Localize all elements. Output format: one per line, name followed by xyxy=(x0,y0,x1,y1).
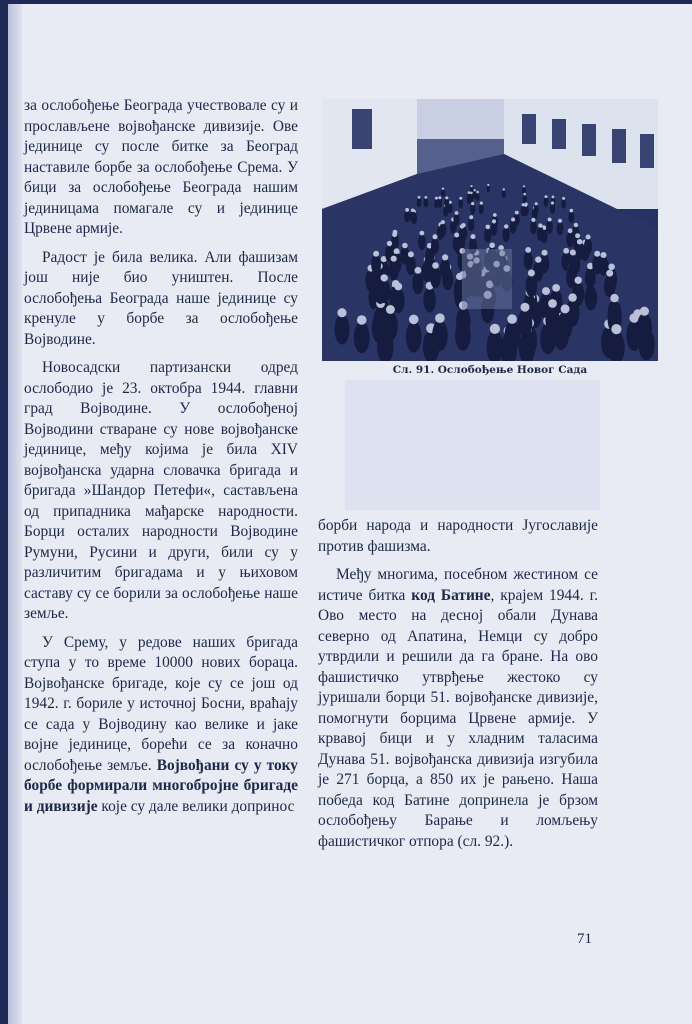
crowd-figure xyxy=(383,311,398,341)
crowd-head xyxy=(575,277,582,284)
crowd-figure xyxy=(518,309,533,338)
crowd-head xyxy=(562,197,565,200)
crowd-head xyxy=(469,215,473,219)
crowd-figure xyxy=(406,321,422,352)
crowd-head xyxy=(561,304,570,313)
crowd-head xyxy=(507,314,517,324)
crowd-figure xyxy=(424,198,429,207)
crowd-head xyxy=(515,211,519,215)
crowd-head xyxy=(435,197,438,200)
crowd-head xyxy=(408,251,414,257)
crowd-figure xyxy=(568,254,578,273)
crowd-figure xyxy=(458,199,463,209)
crowd-head xyxy=(503,188,505,190)
crowd-head xyxy=(480,202,483,205)
text-run: Новосадски партизански одред ослободио је 23. октобра 1944. главни град Војводине. У ослобођеној Војводини стваране су нове војвођанске јединице, међу којима је била XIV војвођанска ударна словачка бригада и бригада »Шандор Петефи«, састављена од припадника мађарске народности. Борци осталих народности Војводине Румуни, Русини и други, били су у различитим бригадама и у њиховом саставу су се борили за ослобођење наше земље. xyxy=(24,359,298,622)
liberation-photo xyxy=(322,99,658,361)
crowd-figure xyxy=(561,199,566,209)
crowd-figure xyxy=(504,321,520,352)
crowd-head xyxy=(577,239,582,244)
crowd-head xyxy=(586,235,591,240)
crowd-head xyxy=(558,219,562,223)
crowd-figure xyxy=(432,320,448,351)
crowd-head xyxy=(570,250,576,256)
crowd-head xyxy=(490,324,500,334)
crowd-head xyxy=(486,225,491,230)
crowd-head xyxy=(357,315,367,325)
crowd-figure xyxy=(585,286,598,311)
crowd-figure xyxy=(546,220,553,233)
crowd-figure xyxy=(479,204,484,214)
crowd-head xyxy=(409,315,419,325)
crowd-figure xyxy=(557,222,564,236)
crowd-head xyxy=(570,209,574,213)
crowd-head xyxy=(493,213,497,217)
crowd-head xyxy=(601,252,607,258)
crowd-figure xyxy=(412,272,423,295)
crowd-figure xyxy=(410,211,416,223)
crowd-head xyxy=(373,251,379,257)
crowd-figure xyxy=(335,314,350,344)
text-run: , крајем 1944. г. Ово место на десној обали Дунава северно од Апатина, Немци су добро утврдили и решили да га бране. На ово фашистичко утврђење жестоко су јуришали борци 51. војвођанске дивизије, помогнути борцима Црвене армије. У крвавој бици и у хладним таласима Дунава 51. војвођанска дивизија изгубила је 271 борца, а 850 их је рањено. Наша победа код Батине допринела је брзом ослобођењу Барање и ломљењу фашистичког отпора (сл. 92.). xyxy=(318,586,598,850)
right-text-column xyxy=(318,516,598,852)
crowd-figure xyxy=(354,322,370,354)
crowd-head xyxy=(608,264,615,271)
crowd-figure xyxy=(389,260,399,280)
crowd-head xyxy=(528,270,535,277)
crowd-head xyxy=(574,223,578,227)
crowd-figure xyxy=(545,305,559,334)
crowd-head xyxy=(542,287,550,295)
crowd-figure xyxy=(503,227,510,242)
crowd-figure xyxy=(487,185,491,192)
crowd-head xyxy=(551,201,554,204)
crowd-figure xyxy=(444,198,449,208)
crowd-head xyxy=(594,251,600,257)
crowd-head xyxy=(568,293,576,301)
crowd-head xyxy=(492,219,496,223)
crowd-figure xyxy=(484,228,491,243)
crowd-figure xyxy=(456,307,470,336)
figure-caption: Сл. 91. Ослобођење Новог Сада xyxy=(392,364,588,376)
crowd-figure xyxy=(530,221,537,234)
crowd-head xyxy=(405,208,409,212)
crowd-figure xyxy=(502,190,506,198)
text-run: У Срему, у редове наших бригада ступа у то време 10000 нових бораца. Војвођанске бригаде, које су се још од 1942. г. бориле у источној Босни, враћају се сада у Војводину као велике и јаке војне јединице, борећи се за коначно ослобођење земље. xyxy=(24,633,298,774)
crowd-head xyxy=(545,195,548,198)
crowd-figure xyxy=(441,189,445,197)
crowd-head xyxy=(411,209,415,213)
paragraph xyxy=(24,633,298,818)
page-number: 71 xyxy=(577,931,592,947)
crowd-figure xyxy=(521,205,526,216)
bold-text: Војвођани су у току борбе формирали многобројне бригаде и дивизије xyxy=(24,756,298,815)
text-run: Радост је била велика. Али фашизам још није био уништен. После ослобођења Београда наше јединице су кренуле у борбе за ослобођење Војводине. xyxy=(24,248,298,348)
crowd-head xyxy=(460,224,464,228)
crowd-head xyxy=(523,193,526,196)
crowd-figure xyxy=(473,191,477,199)
crowd-head xyxy=(522,203,525,206)
crowd-figure xyxy=(524,251,533,270)
text-run: које су дале велики допринос xyxy=(97,797,295,815)
crowd-head xyxy=(610,294,618,302)
crowd-head xyxy=(535,202,538,205)
crowd-head xyxy=(525,247,531,253)
crowd-figure xyxy=(468,218,475,231)
bold-text: код Батине xyxy=(411,586,491,604)
paragraph xyxy=(24,248,298,351)
crowd-figure xyxy=(523,195,527,204)
crowd-head xyxy=(511,218,515,222)
crowd-head xyxy=(454,233,459,238)
crowd-head xyxy=(459,197,462,200)
left-text-column xyxy=(24,96,298,817)
crowd-figure xyxy=(418,234,426,250)
crowd-head xyxy=(531,218,535,222)
crowd-head xyxy=(415,267,422,274)
crowd-figure xyxy=(431,238,439,255)
crowd-figure xyxy=(491,222,498,236)
paragraph xyxy=(24,358,298,625)
paragraph xyxy=(318,516,598,557)
crowd-head xyxy=(471,202,474,205)
crowd-head xyxy=(392,232,397,237)
crowd-head xyxy=(629,313,639,323)
book-spine xyxy=(8,4,22,1024)
crowd-figure xyxy=(378,279,390,303)
crowd-figure xyxy=(568,211,574,223)
crowd-head xyxy=(445,196,448,199)
crowd-head xyxy=(535,256,541,262)
crowd-head xyxy=(542,250,548,256)
crowd-head xyxy=(441,220,445,224)
crowd-figure xyxy=(510,220,517,233)
crowd-figure xyxy=(566,232,574,247)
crowd-head xyxy=(611,324,621,334)
crowd-head xyxy=(442,254,448,260)
crowd-head xyxy=(435,313,445,323)
crowd-head xyxy=(442,188,444,190)
crowd-head xyxy=(521,303,530,312)
crowd-figure xyxy=(404,211,410,223)
crowd-head xyxy=(538,223,542,227)
crowd-head xyxy=(640,307,649,316)
crowd-head xyxy=(487,184,489,186)
crowd-figure xyxy=(453,236,461,252)
crowd-head xyxy=(563,248,569,254)
crowd-figure xyxy=(637,313,652,343)
crowd-head xyxy=(476,191,479,194)
crowd-head xyxy=(402,243,408,249)
crowd-figure xyxy=(439,223,446,237)
crowd-head xyxy=(568,228,573,233)
crowd-figure xyxy=(406,256,416,276)
crowd-figure xyxy=(430,267,441,289)
crowd-head xyxy=(418,196,421,199)
crowd-head xyxy=(552,196,555,199)
crowd-head xyxy=(489,243,495,249)
crowd-head xyxy=(433,234,438,239)
bleed-through-shade xyxy=(345,380,600,510)
crowd-head xyxy=(468,191,471,194)
crowd-figure xyxy=(417,198,422,207)
crowd-figure xyxy=(470,204,475,215)
text-run: Међу многима, посебном жестином се истиче битка xyxy=(318,566,598,604)
crowd-head xyxy=(391,256,397,262)
crowd-figure xyxy=(453,214,459,226)
crowd-head xyxy=(548,299,557,308)
crowd-figure xyxy=(423,287,436,312)
crowd-head xyxy=(432,262,439,269)
crowd-figure xyxy=(544,197,549,206)
crowd-head xyxy=(394,283,402,291)
crowd-head xyxy=(381,274,388,281)
crowd-head xyxy=(575,233,580,238)
crowd-head xyxy=(455,211,459,215)
crowd-head xyxy=(504,224,508,228)
crowd-head xyxy=(394,248,400,254)
crowd-head xyxy=(523,185,525,187)
crowd-head xyxy=(474,189,476,191)
text-run: за ослобођење Београда учествовале су и прослављене војвођанске дивизије. Ове јединице су после битке за Београд наставиле борбе за ослобођење Срема. У бици за ослобођење Београда нашим јединицама помагале су и јединице Црвене армије. xyxy=(24,97,298,237)
paragraph xyxy=(318,565,598,852)
crowd-figure xyxy=(534,204,539,215)
crowd-figure xyxy=(526,274,538,297)
crowd-head xyxy=(387,241,392,246)
crowd-street-image xyxy=(322,99,658,361)
crowd-head xyxy=(548,218,552,222)
crowd-head xyxy=(470,192,473,195)
crowd-figure xyxy=(550,204,555,214)
crowd-head xyxy=(438,196,441,199)
crowd-head xyxy=(470,185,472,187)
crowd-figure xyxy=(558,311,573,341)
crowd-figure xyxy=(371,255,381,275)
crowd-figure xyxy=(434,199,439,209)
crowd-head xyxy=(425,196,428,199)
crowd-figure xyxy=(537,226,544,240)
crowd-figure xyxy=(467,193,471,202)
crowd-figure xyxy=(608,300,622,328)
text-run: борби народа и народности Југославије против фашизма. xyxy=(318,517,598,555)
crowd-head xyxy=(471,234,476,239)
crowd-figure xyxy=(584,238,592,255)
crowd-head xyxy=(606,270,613,277)
crowd-head xyxy=(552,284,560,292)
crowd-head xyxy=(420,231,425,236)
crowd-head xyxy=(386,305,395,314)
crowd-figure xyxy=(440,259,450,279)
crowd-head xyxy=(337,308,346,317)
paragraph xyxy=(24,96,298,240)
